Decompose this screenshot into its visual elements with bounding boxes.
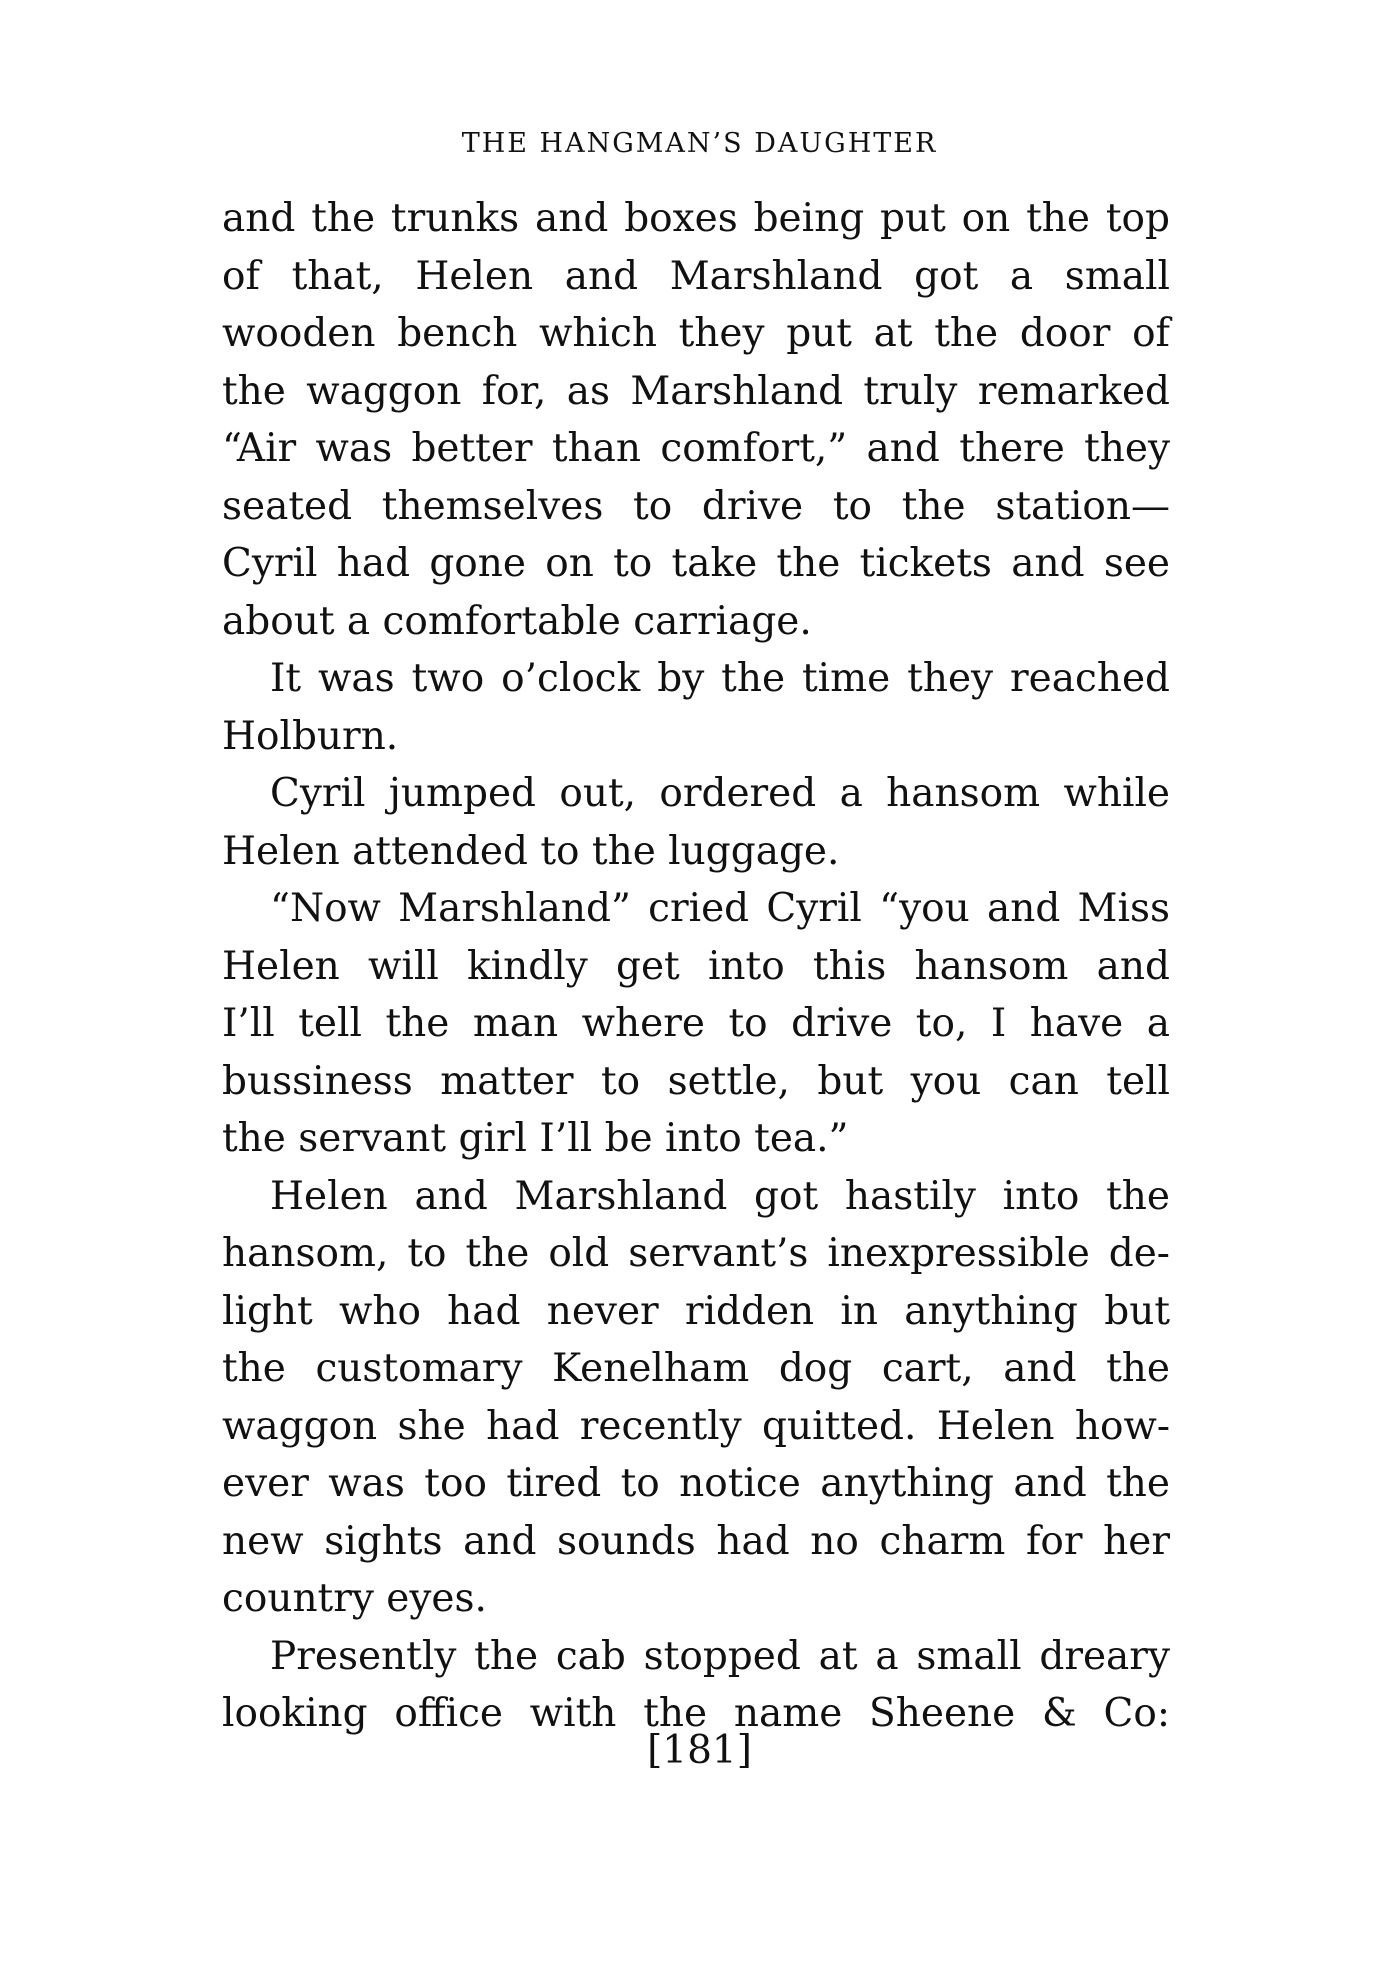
text-line: of that, Helen and Marshland got a small: [222, 253, 1170, 299]
text-line: seated themselves to drive to the station—: [222, 483, 1170, 529]
text-line: Cyril jumped out, ordered a hansom while: [270, 771, 1170, 816]
text-line: country eyes.: [222, 1576, 487, 1621]
text-line: the servant girl I’ll be into tea.”: [222, 1116, 849, 1161]
text-line: Helen and Marshland got hastily into the: [270, 1173, 1170, 1219]
text-line: Cyril had gone on to take the tickets and see: [222, 541, 1170, 586]
text-line: hansom, to the old servant’s inexpressible de-: [222, 1231, 1170, 1276]
text-line: and the trunks and boxes being put on the top: [222, 196, 1170, 241]
text-line: the waggon for, as Marshland truly remarked: [222, 368, 1170, 414]
text-line: waggon she had recently quitted. Helen how-: [222, 1403, 1170, 1449]
text-line: Presently the cab stopped at a small dreary: [270, 1633, 1170, 1679]
text-line: wooden bench which they put at the door of: [222, 311, 1170, 356]
text-line: new sights and sounds had no charm for her: [222, 1518, 1170, 1564]
page-number: [181]: [647, 1728, 752, 1773]
text-line: “Now Marshland” cried Cyril “you and Miss: [270, 886, 1170, 931]
text-line: looking office with the name Sheene & Co:: [222, 1691, 1170, 1736]
text-line: Holburn.: [222, 713, 399, 759]
text-line: I’ll tell the man where to drive to, I have a: [222, 1001, 1170, 1046]
text-line: bussiness matter to settle, but you can tell: [222, 1058, 1170, 1104]
text-line: It was two o’clock by the time they reached: [270, 656, 1170, 701]
text-line: light who had never ridden in anything but: [222, 1288, 1170, 1334]
text-line: about a comfortable carriage.: [222, 598, 812, 644]
body-text: [222, 190, 1170, 1743]
text-line: the customary Kenelham dog cart, and the: [222, 1346, 1170, 1391]
text-line: Helen attended to the luggage.: [222, 828, 840, 874]
text-line: Helen will kindly get into this hansom and: [222, 943, 1170, 989]
text-line: “Air was better than comfort,” and there they: [222, 426, 1170, 471]
text-line: ever was too tired to notice anything and the: [222, 1461, 1170, 1506]
running-head: THE HANGMAN’S DAUGHTER: [461, 128, 938, 159]
